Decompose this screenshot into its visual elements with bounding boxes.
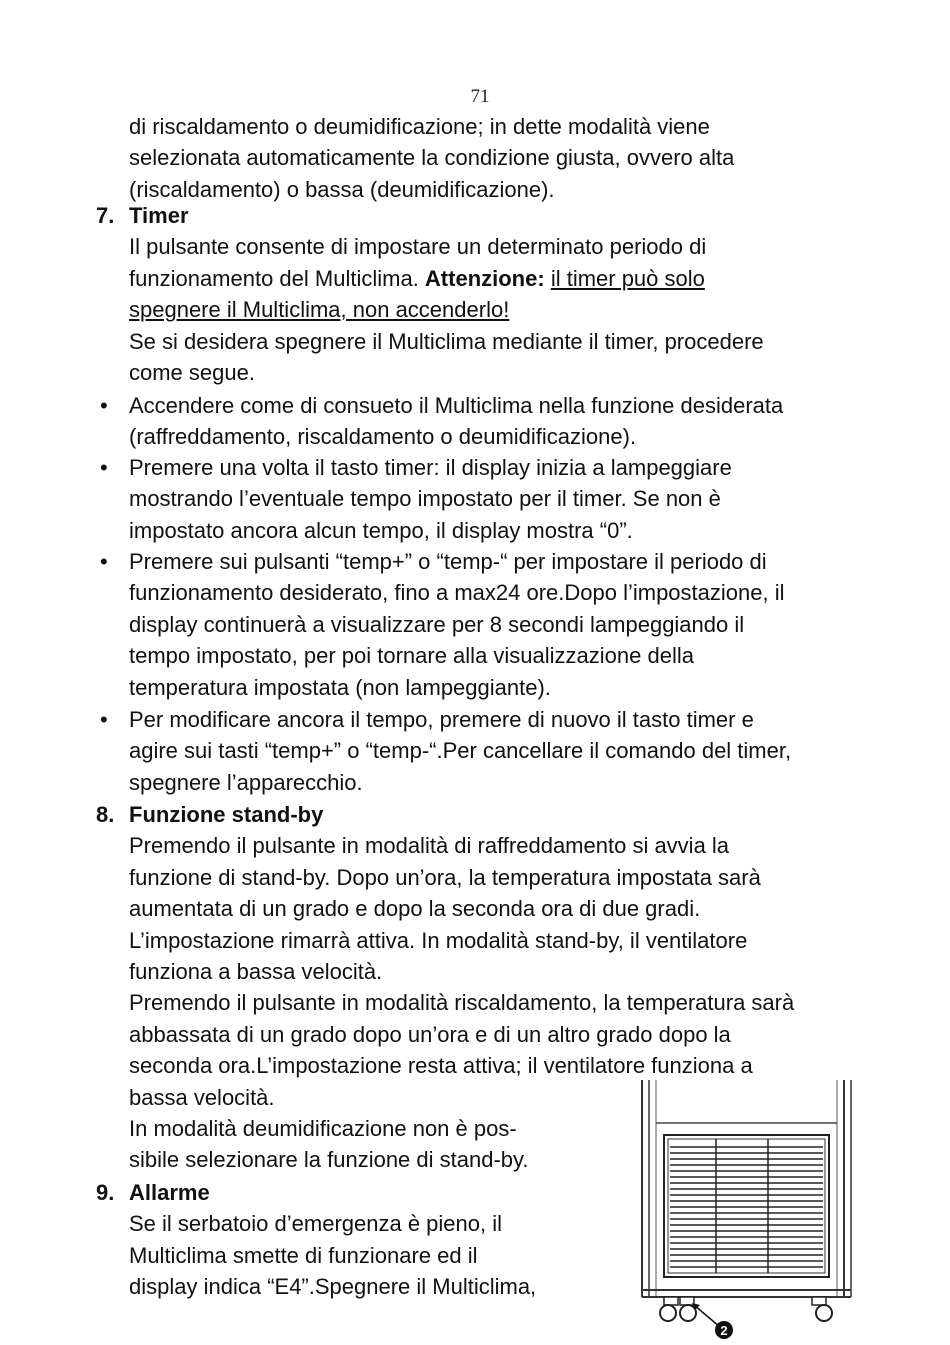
bullet-icon: •: [100, 455, 108, 480]
text-line: impostato ancora alcun tempo, il display mostra “0”.: [129, 517, 633, 543]
text-line: Premere sui pulsanti “temp+” o “temp-“ per impostare il periodo di: [129, 549, 767, 574]
text-line: Multiclima smette di funzionare ed il: [129, 1242, 478, 1268]
text-run: funzionamento del Multiclima.: [129, 265, 425, 291]
text-line: Se il serbatoio d’emergenza è pieno, il: [129, 1211, 503, 1237]
text-line: spegnere l’apparecchio.: [129, 769, 363, 795]
attention-label: Attenzione:: [424, 265, 545, 291]
bullet-icon: •: [100, 549, 108, 574]
bullet-item: [129, 546, 889, 703]
text-line: di riscaldamento o deumidificazione; in dette modalità viene: [129, 114, 710, 139]
text-line: funziona a bassa velocità.: [129, 959, 383, 985]
appliance-illustration: [612, 1075, 872, 1340]
text-line: Se si desidera spegnere il Multiclima mediante il timer, procedere: [129, 328, 764, 354]
text-line: Per modificare ancora il tempo, premere di nuovo il tasto timer e: [129, 707, 754, 732]
text-line: Il pulsante consente di impostare un determinato periodo di: [129, 234, 707, 260]
text-line: tempo impostato, per poi tornare alla visualizzazione della: [129, 643, 694, 669]
bullet-icon: •: [100, 393, 108, 418]
attention-warning-continued: spegnere il Multiclima, non accenderlo!: [129, 297, 510, 323]
text-line: come segue.: [129, 360, 255, 386]
section-timer: [129, 200, 889, 388]
section-number-9: 9.: [96, 1180, 115, 1205]
text-line: Accendere come di consueto il Multiclima nella funzione desiderata: [129, 393, 784, 418]
text-line: Premere una volta il tasto timer: il display inizia a lampeggiare: [129, 455, 732, 480]
text-line: abbassata di un grado dopo un’ora e di un altro grado dopo la: [129, 1021, 731, 1047]
bullet-item: [129, 390, 889, 453]
bullet-item: [129, 704, 889, 798]
wheel-icon: [660, 1297, 678, 1321]
text-line: funzionamento desiderato, fino a max24 ore.Dopo l’impostazione, il: [129, 580, 785, 606]
text-line: display indica “E4”.Spegnere il Multiclima,: [129, 1274, 537, 1300]
section-number-8: 8.: [96, 802, 115, 827]
text-line: display continuerà a visualizzare per 8 secondi lampeggiando il: [129, 611, 745, 637]
grille-slats: [670, 1147, 823, 1267]
wheel-icon: [812, 1297, 832, 1321]
text-line: seconda ora.L’impostazione resta attiva; il ventilatore funziona a: [129, 1053, 753, 1079]
text-line: sibile selezionare la funzione di stand-by.: [129, 1147, 529, 1173]
appliance-drawing: [612, 1075, 872, 1340]
attention-warning: il timer può solo: [550, 265, 705, 291]
intro-paragraph: [129, 111, 889, 205]
text-line: selezionata automaticamente la condizione giusta, ovvero alta: [129, 145, 735, 171]
wheel-icon: [680, 1297, 696, 1321]
text-line-attention: [129, 263, 889, 294]
text-line: Premendo il pulsante in modalità riscaldamento, la temperatura sarà: [129, 990, 795, 1016]
bullet-item: [129, 452, 889, 546]
text-line: mostrando l’eventuale tempo impostato per il timer. Se non è: [129, 486, 721, 512]
callout-number: 2: [720, 1323, 728, 1338]
text-line: Premendo il pulsante in modalità di raffreddamento si avvia la: [129, 833, 730, 859]
section-number-7: 7.: [96, 203, 115, 228]
text-line: aumentata di un grado e dopo la seconda ora di due gradi.: [129, 896, 701, 922]
bullet-icon: •: [100, 707, 108, 732]
page-number: 71: [470, 86, 490, 107]
section-title-alarm: Allarme: [129, 1180, 210, 1205]
section-alarm: [129, 1177, 589, 1303]
text-line: temperatura impostata (non lampeggiante).: [129, 674, 551, 700]
text-line: (raffreddamento, riscaldamento o deumidificazione).: [129, 424, 637, 450]
section-title-timer: Timer: [129, 203, 189, 228]
text-line: bassa velocità.: [129, 1084, 275, 1110]
text-line: agire sui tasti “temp+” o “temp-“.Per cancellare il comando del timer,: [129, 738, 792, 764]
text-line: L’impostazione rimarrà attiva. In modalità stand-by, il ventilatore: [129, 927, 748, 953]
text-line: (riscaldamento) o bassa (deumidificazione).: [129, 176, 555, 202]
text-line: funzione di stand-by. Dopo un’ora, la temperatura impostata sarà: [129, 864, 761, 890]
section-title-standby: Funzione stand-by: [129, 802, 324, 827]
text-line: In modalità deumidificazione non è pos-: [129, 1116, 517, 1142]
